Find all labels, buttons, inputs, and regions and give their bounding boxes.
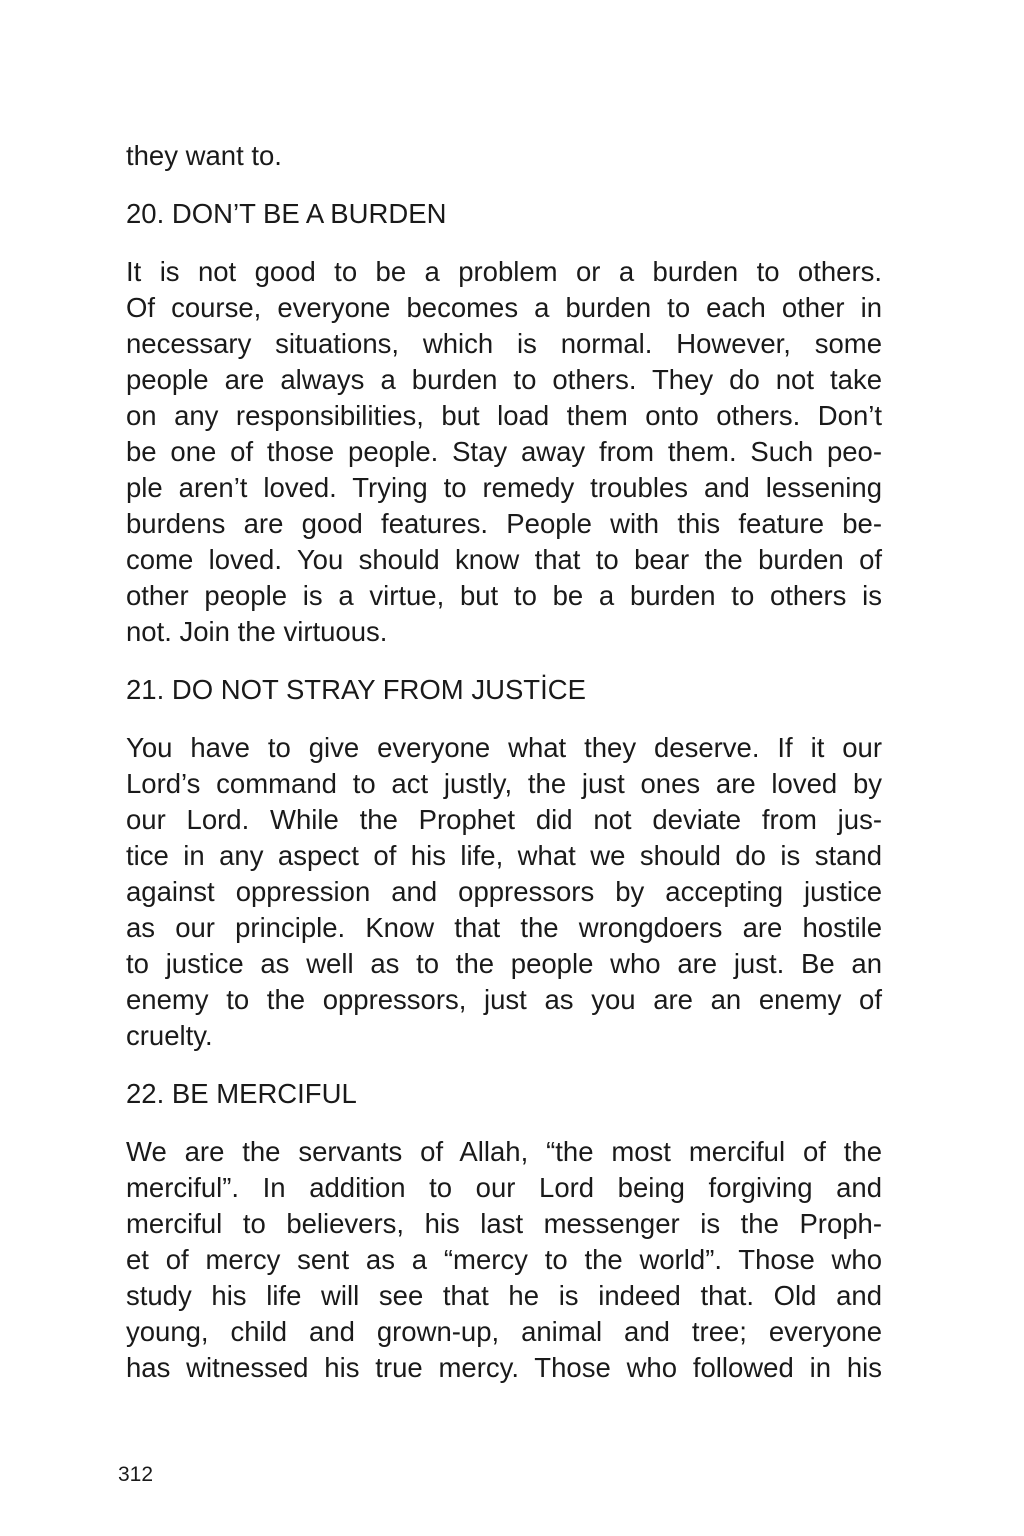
paragraph-line: We are the servants of Allah, “the most merciful of the — [126, 1136, 882, 1167]
paragraph-line: enemy to the oppressors, just as you are an enemy of — [126, 984, 882, 1015]
paragraph-line: come loved. You should know that to bear the burden of — [126, 544, 882, 575]
paragraph-line: against oppression and oppressors by accepting justice — [126, 876, 882, 907]
paragraph-line: other people is a virtue, but to be a burden to others is — [126, 580, 882, 611]
paragraph-line: cruelty. — [126, 1020, 213, 1051]
paragraph-line: You have to give everyone what they deserve. If it our — [126, 732, 882, 763]
paragraph-line: necessary situations, which is normal. However, some — [126, 328, 882, 359]
paragraph-line: tice in any aspect of his life, what we should do is stand — [126, 840, 882, 871]
section-heading: 22. BE MERCIFUL — [126, 1078, 357, 1109]
section-21 — [126, 672, 882, 1054]
paragraph-line: merciful to believers, his last messenger is the Proph- — [126, 1208, 882, 1239]
paragraph-line: our Lord. While the Prophet did not deviate from jus- — [126, 804, 882, 835]
intro-line: they want to. — [126, 140, 282, 171]
section-paragraph — [126, 254, 882, 650]
paragraph-line: young, child and grown-up, animal and tree; everyone — [126, 1316, 882, 1347]
paragraph-line: Lord’s command to act justly, the just ones are loved by — [126, 768, 882, 799]
section-paragraph — [126, 1134, 882, 1386]
section-paragraph — [126, 730, 882, 1054]
paragraph-line: on any responsibilities, but load them onto others. Don’t — [126, 400, 882, 431]
paragraph-line: merciful”. In addition to our Lord being forgiving and — [126, 1172, 882, 1203]
paragraph-line: has witnessed his true mercy. Those who followed in his — [126, 1352, 882, 1383]
paragraph-line: be one of those people. Stay away from them. Such peo- — [126, 436, 882, 467]
paragraph-line: burdens are good features. People with this feature be- — [126, 508, 882, 539]
page-body — [126, 138, 882, 1386]
paragraph-line: to justice as well as to the people who are just. Be an — [126, 948, 882, 979]
paragraph-line: ple aren’t loved. Trying to remedy troubles and lessening — [126, 472, 882, 503]
page-number: 312 — [118, 1463, 154, 1486]
paragraph-line: It is not good to be a problem or a burden to others. — [126, 256, 882, 287]
section-heading: 20. DON’T BE A BURDEN — [126, 198, 447, 229]
section-20 — [126, 196, 882, 650]
paragraph-line: et of mercy sent as a “mercy to the world”. Those who — [126, 1244, 882, 1275]
paragraph-line: as our principle. Know that the wrongdoers are hostile — [126, 912, 882, 943]
section-heading: 21. DO NOT STRAY FROM JUSTİCE — [126, 674, 586, 705]
paragraph-line: study his life will see that he is indeed that. Old and — [126, 1280, 882, 1311]
paragraph-line: Of course, everyone becomes a burden to each other in — [126, 292, 882, 323]
section-22 — [126, 1076, 882, 1386]
paragraph-line: people are always a burden to others. They do not take — [126, 364, 882, 395]
paragraph-line: not. Join the virtuous. — [126, 616, 388, 647]
